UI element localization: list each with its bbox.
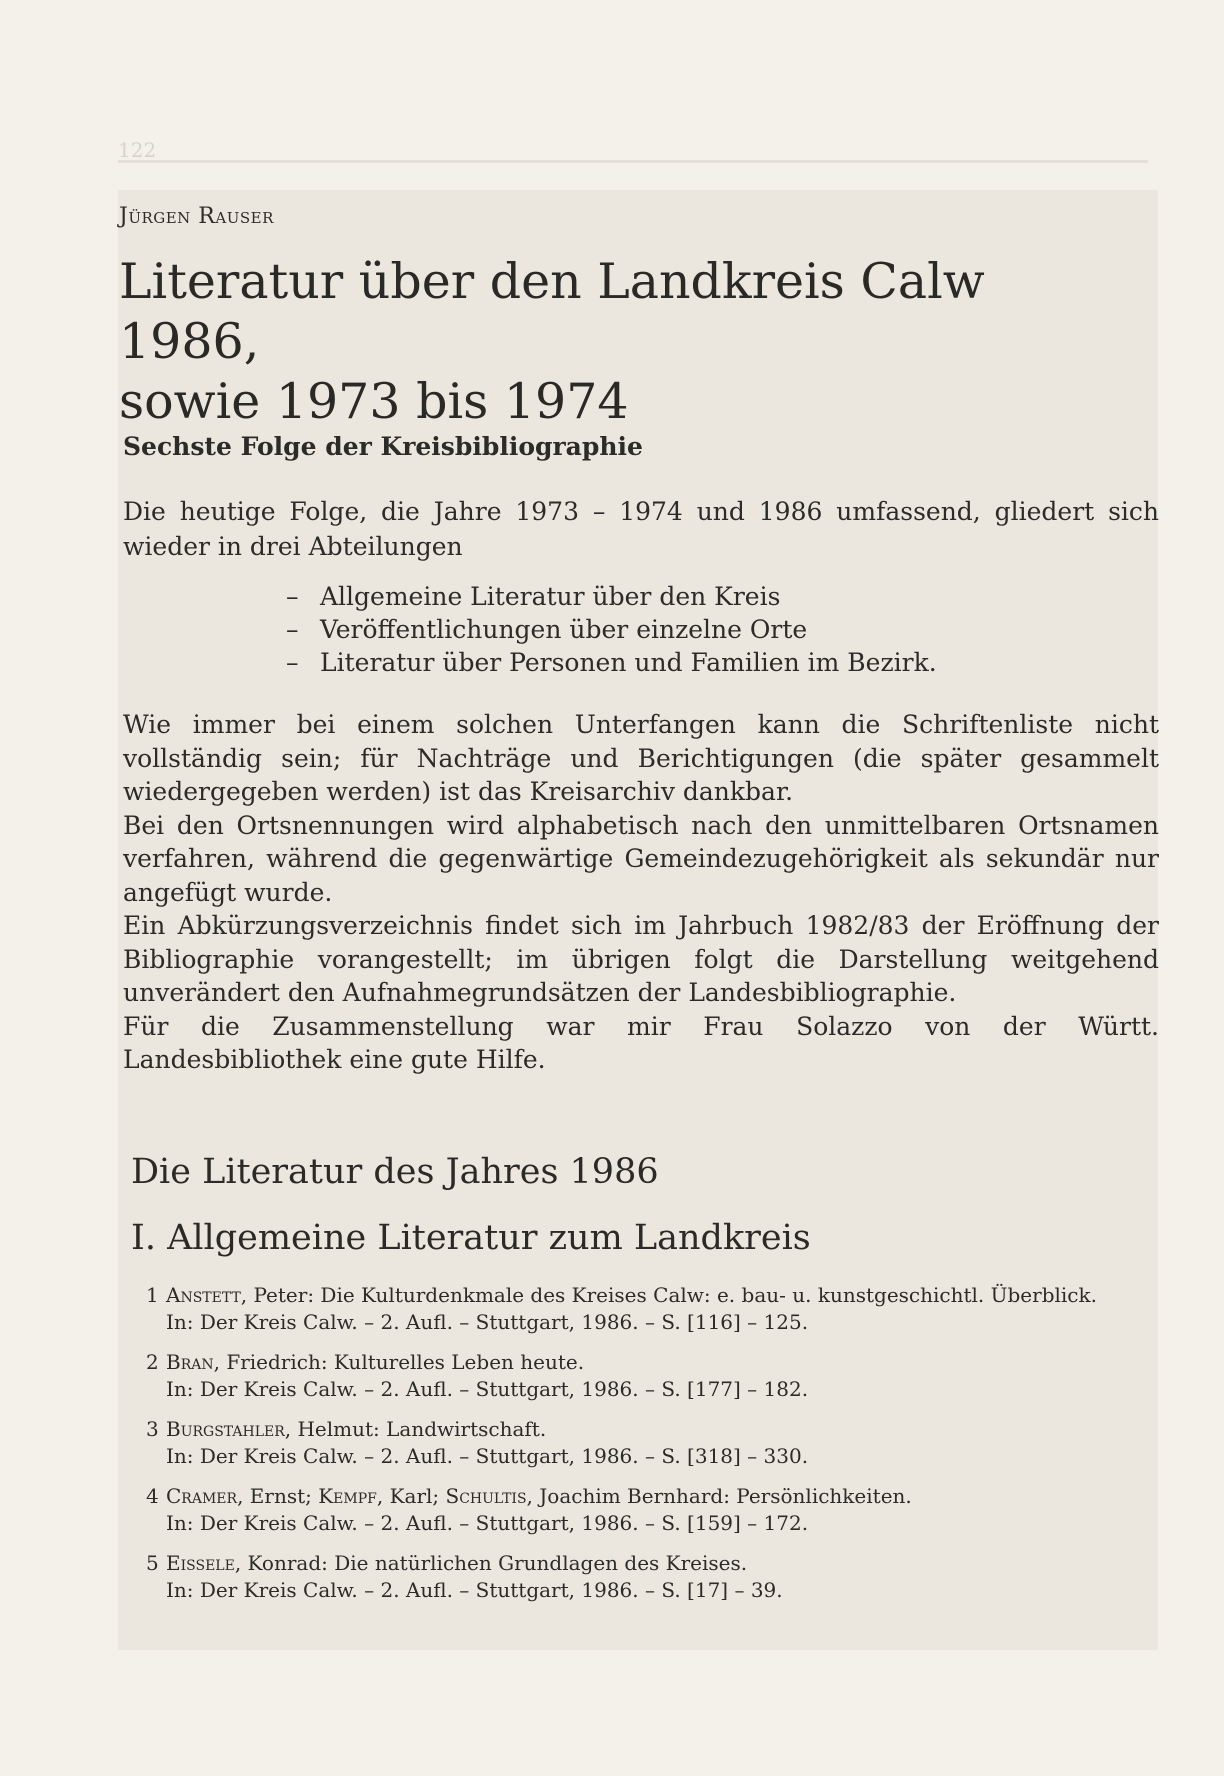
heading-section: I. Allgemeine Literatur zum Landkreis <box>131 1218 811 1258</box>
top-rule <box>118 160 1148 163</box>
list-item <box>286 580 937 613</box>
entry-source: In: Der Kreis Calw. – 2. Aufl. – Stuttgart, 1986. – S. [177] – 182. <box>166 1377 809 1401</box>
list-item <box>286 646 937 679</box>
title-line-1: Literatur über den Landkreis Calw 1986, <box>119 253 985 370</box>
page-number: 122 <box>118 138 157 162</box>
entry-source: In: Der Kreis Calw. – 2. Aufl. – Stuttgart, 1986. – S. [318] – 330. <box>166 1444 809 1468</box>
entry-source: In: Der Kreis Calw. – 2. Aufl. – Stuttgart, 1986. – S. [17] – 39. <box>166 1578 783 1602</box>
entry-number: 3 <box>146 1417 159 1441</box>
dash-marker: – <box>286 615 299 644</box>
paragraph: Ein Abkürzungsverzeichnis findet sich im Jahrbuch 1982/83 der Eröffnung der Bibliographie vorangestellt; im übrigen folgt die Darstellung weitgehend unverändert den Aufnahmegrundsätzen der Landesbibliographie. <box>123 911 1159 1007</box>
dash-marker: – <box>286 648 299 677</box>
entry-separator: , Ernst; <box>237 1484 319 1508</box>
divisions-list <box>286 580 937 679</box>
subtitle: Sechste Folge der Kreisbibliographie <box>123 432 643 461</box>
list-item-text: Allgemeine Literatur über den Kreis <box>320 582 781 611</box>
entry-separator: , Karl; <box>376 1484 446 1508</box>
list-item-text: Literatur über Personen und Familien im Bezirk. <box>320 648 937 677</box>
entry-author: Kempf <box>318 1484 377 1508</box>
bibliography-entry <box>146 1349 1156 1403</box>
intro-paragraph: Die heutige Folge, die Jahre 1973 – 1974 und 1986 umfassend, gliedert sich wieder in drei Abteilungen <box>123 497 1159 561</box>
entry-author: Anstett <box>166 1283 241 1307</box>
entry-number: 1 <box>146 1283 159 1307</box>
entry-title: , Konrad: Die natürlichen Grundlagen des Kreises. <box>234 1551 748 1575</box>
body-text <box>123 708 1159 1077</box>
page-title <box>119 252 1039 432</box>
entry-author: Eissele <box>166 1551 235 1575</box>
paragraph: Wie immer bei einem solchen Unterfangen kann die Schriftenliste nicht vollständig sein; für Nachträge und Berichtigungen (die später gesammelt wiedergegeben werden) ist das Kreisarchiv dankbar. <box>123 710 1159 806</box>
bibliography-entry <box>146 1483 1156 1537</box>
bibliography-list <box>146 1282 1156 1617</box>
entry-title: , Friedrich: Kulturelles Leben heute. <box>213 1350 585 1374</box>
entry-number: 5 <box>146 1551 159 1575</box>
entry-source: In: Der Kreis Calw. – 2. Aufl. – Stuttgart, 1986. – S. [159] – 172. <box>166 1511 809 1535</box>
bibliography-entry <box>146 1282 1156 1336</box>
list-item-text: Veröffentlichungen über einzelne Orte <box>320 615 808 644</box>
entry-author: Cramer <box>166 1484 238 1508</box>
list-item <box>286 613 937 646</box>
entry-number: 2 <box>146 1350 159 1374</box>
entry-author: Schultis <box>445 1484 527 1508</box>
title-line-2: sowie 1973 bis 1974 <box>119 373 629 430</box>
author-name: Jürgen Rauser <box>119 204 274 229</box>
entry-author: Bran <box>166 1350 214 1374</box>
paragraph: Für die Zusammenstellung war mir Frau Solazzo von der Württ. Landesbibliothek eine gute Hilfe. <box>123 1011 1159 1074</box>
entry-title: , Helmut: Landwirtschaft. <box>284 1417 547 1441</box>
bibliography-entry <box>146 1416 1156 1470</box>
bibliography-entry <box>146 1550 1156 1604</box>
entry-title: , Joachim Bernhard: Persönlichkeiten. <box>526 1484 912 1508</box>
entry-source: In: Der Kreis Calw. – 2. Aufl. – Stuttgart, 1986. – S. [116] – 125. <box>166 1310 809 1334</box>
entry-author: Burgstahler <box>166 1417 285 1441</box>
entry-number: 4 <box>146 1484 159 1508</box>
heading-year: Die Literatur des Jahres 1986 <box>131 1152 659 1192</box>
entry-title: , Peter: Die Kulturdenkmale des Kreises Calw: e. bau- u. kunstgeschichtl. Überblick. <box>240 1283 1097 1307</box>
dash-marker: – <box>286 582 299 611</box>
paragraph: Bei den Ortsnennungen wird alphabetisch nach den unmittelbaren Ortsnamen verfahren, während die gegenwärtige Gemeindezugehörigkeit als sekundär nur angefügt wurde. <box>123 810 1159 907</box>
